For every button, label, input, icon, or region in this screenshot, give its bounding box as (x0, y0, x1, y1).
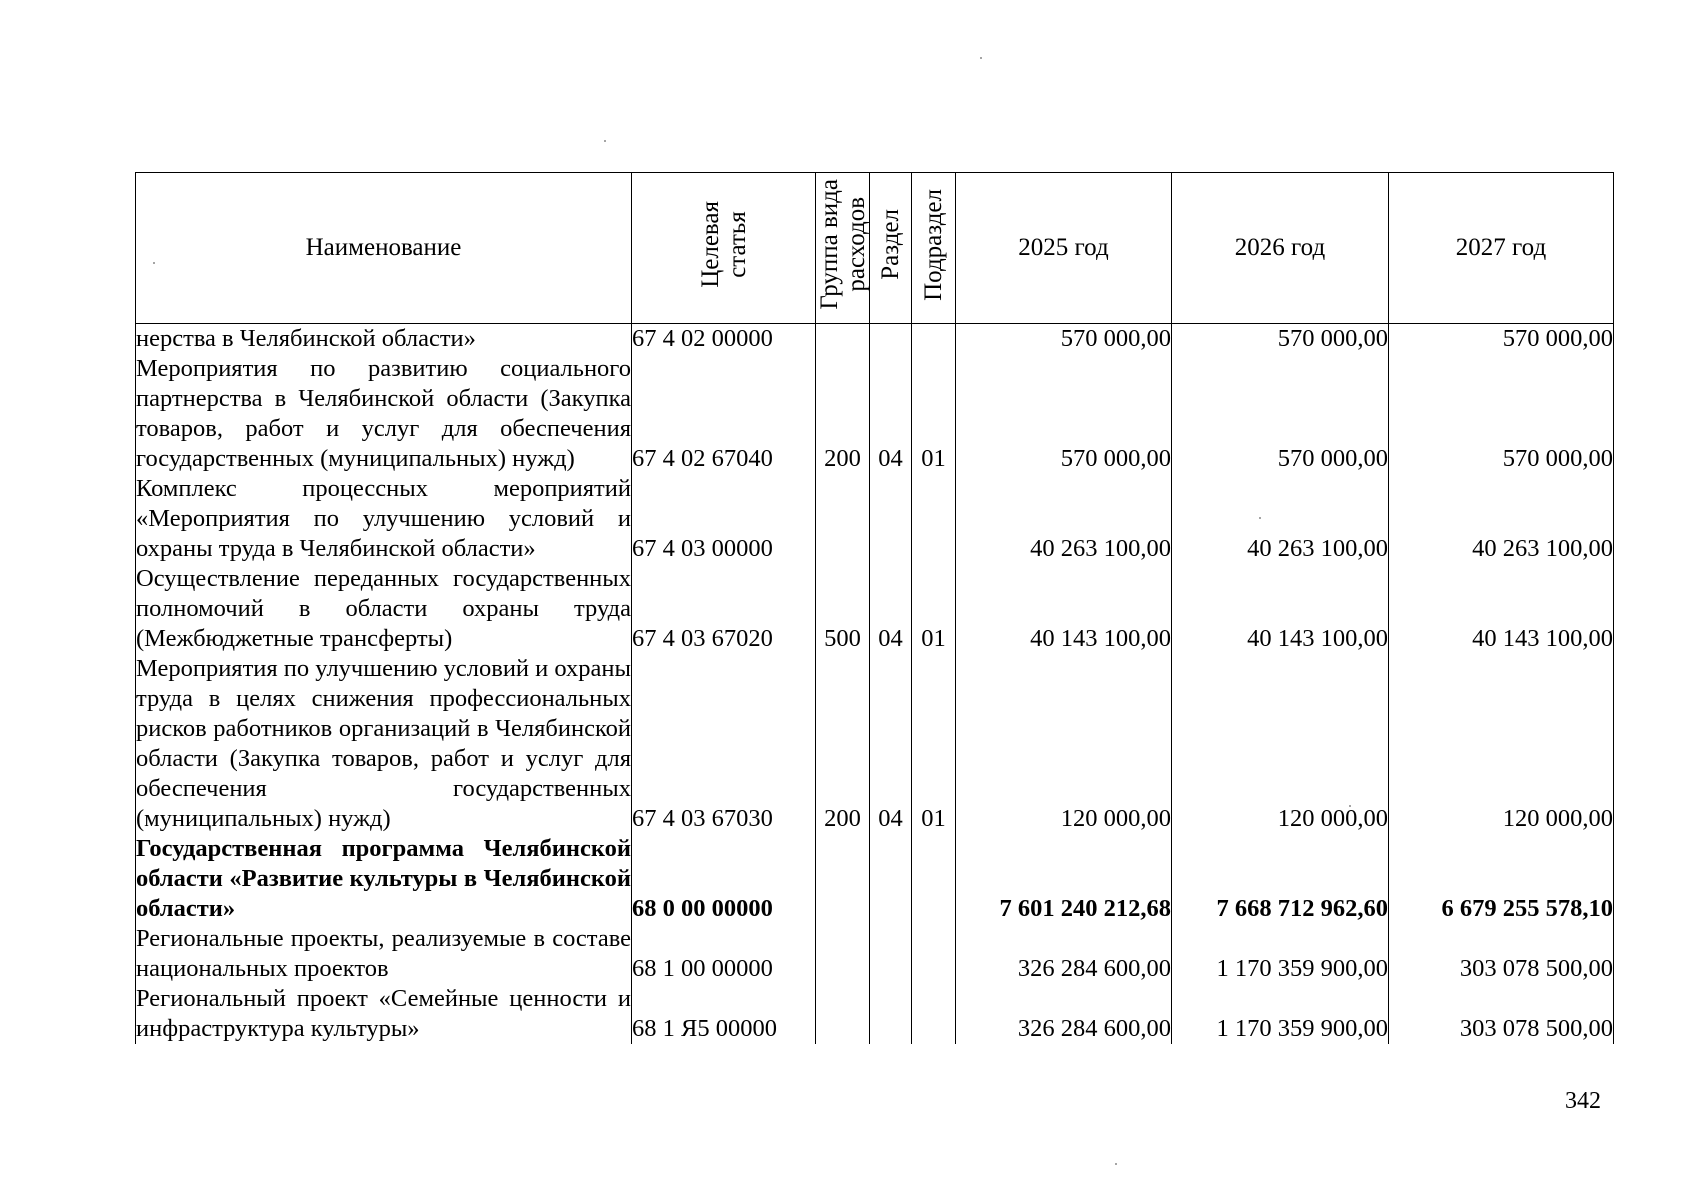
row-subsection (912, 324, 956, 355)
header-2027: 2027 год (1389, 173, 1614, 324)
row-subsection: 01 (912, 354, 956, 474)
row-subsection (912, 474, 956, 564)
row-subsection (912, 924, 956, 984)
row-amount-2025: 326 284 600,00 (956, 924, 1172, 984)
table-row (136, 984, 1614, 1044)
row-group (816, 324, 870, 355)
row-group: 500 (816, 564, 870, 654)
table-row (136, 834, 1614, 924)
table-row (136, 324, 1614, 355)
header-expense-group: Группа вида расходов (816, 173, 870, 324)
scan-speck (604, 140, 606, 142)
row-amount-2026: 1 170 359 900,00 (1172, 924, 1389, 984)
row-subsection (912, 834, 956, 924)
row-section (870, 984, 912, 1044)
row-group (816, 984, 870, 1044)
row-amount-2026: 570 000,00 (1172, 324, 1389, 355)
row-amount-2026: 570 000,00 (1172, 354, 1389, 474)
row-code: 68 1 Я5 00000 (632, 984, 816, 1044)
row-code: 67 4 02 67040 (632, 354, 816, 474)
row-amount-2025: 570 000,00 (956, 324, 1172, 355)
row-amount-2026: 120 000,00 (1172, 654, 1389, 834)
row-name: Осуществление переданных государственных полномочий в области охраны труда (Межбюджетные трансферты) (136, 565, 631, 652)
header-2026: 2026 год (1172, 173, 1389, 324)
row-amount-2026: 40 143 100,00 (1172, 564, 1389, 654)
row-section (870, 324, 912, 355)
table-row (136, 654, 1614, 834)
row-group (816, 834, 870, 924)
table-header-row (136, 173, 1614, 324)
row-subsection: 01 (912, 564, 956, 654)
row-amount-2027: 570 000,00 (1389, 324, 1614, 355)
row-amount-2025: 7 601 240 212,68 (956, 834, 1172, 924)
scan-speck (980, 57, 982, 59)
row-section: 04 (870, 564, 912, 654)
row-code: 67 4 03 67020 (632, 564, 816, 654)
header-2025: 2025 год (956, 173, 1172, 324)
row-amount-2025: 570 000,00 (956, 354, 1172, 474)
row-amount-2027: 6 679 255 578,10 (1389, 834, 1614, 924)
header-target-article: Целевая статья (632, 173, 816, 324)
scan-speck (1115, 1163, 1117, 1165)
row-name: Региональные проекты, реализуемые в составе национальных проектов (136, 925, 631, 982)
row-code: 67 4 03 67030 (632, 654, 816, 834)
row-name: Комплекс процессных мероприятий «Мероприятия по улучшению условий и охраны труда в Челябинской области» (136, 475, 631, 562)
row-amount-2025: 40 263 100,00 (956, 474, 1172, 564)
row-group: 200 (816, 354, 870, 474)
table-row (136, 924, 1614, 984)
row-section (870, 924, 912, 984)
row-name: нерства в Челябинской области» (136, 324, 632, 355)
row-code: 68 1 00 00000 (632, 924, 816, 984)
header-subsection: Подраздел (912, 173, 956, 324)
table-row (136, 474, 1614, 564)
row-amount-2025: 326 284 600,00 (956, 984, 1172, 1044)
row-amount-2027: 120 000,00 (1389, 654, 1614, 834)
row-name: Мероприятия по развитию социального партнерства в Челябинской области (Закупка товаров, работ и услуг для обеспечения государственных (муниципальных) нужд) (136, 355, 631, 472)
row-amount-2027: 40 263 100,00 (1389, 474, 1614, 564)
row-section: 04 (870, 654, 912, 834)
row-section (870, 474, 912, 564)
row-subsection (912, 984, 956, 1044)
row-amount-2026: 40 263 100,00 (1172, 474, 1389, 564)
row-amount-2025: 40 143 100,00 (956, 564, 1172, 654)
row-amount-2025: 120 000,00 (956, 654, 1172, 834)
row-amount-2027: 303 078 500,00 (1389, 984, 1614, 1044)
row-group: 200 (816, 654, 870, 834)
row-subsection: 01 (912, 654, 956, 834)
row-name: Региональный проект «Семейные ценности и инфраструктура культуры» (136, 985, 631, 1042)
row-amount-2027: 303 078 500,00 (1389, 924, 1614, 984)
row-code: 67 4 02 00000 (632, 324, 816, 355)
header-section: Раздел (870, 173, 912, 324)
row-code: 67 4 03 00000 (632, 474, 816, 564)
table-row (136, 564, 1614, 654)
row-amount-2026: 7 668 712 962,60 (1172, 834, 1389, 924)
row-name: Государственная программа Челябинской области «Развитие культуры в Челябинской области» (136, 835, 631, 922)
header-name: Наименование (136, 173, 632, 324)
row-name: Мероприятия по улучшению условий и охраны труда в целях снижения профессиональных рисков работников организаций в Челябинской области (Закупка товаров, работ и услуг для обеспечения государственных (муниципальных) нужд) (136, 655, 631, 832)
row-section: 04 (870, 354, 912, 474)
page-number: 342 (1565, 1088, 1601, 1114)
budget-table (135, 172, 1614, 1044)
row-group (816, 924, 870, 984)
row-amount-2027: 40 143 100,00 (1389, 564, 1614, 654)
row-section (870, 834, 912, 924)
row-code: 68 0 00 00000 (632, 834, 816, 924)
table-row (136, 354, 1614, 474)
row-amount-2027: 570 000,00 (1389, 354, 1614, 474)
row-amount-2026: 1 170 359 900,00 (1172, 984, 1389, 1044)
row-group (816, 474, 870, 564)
